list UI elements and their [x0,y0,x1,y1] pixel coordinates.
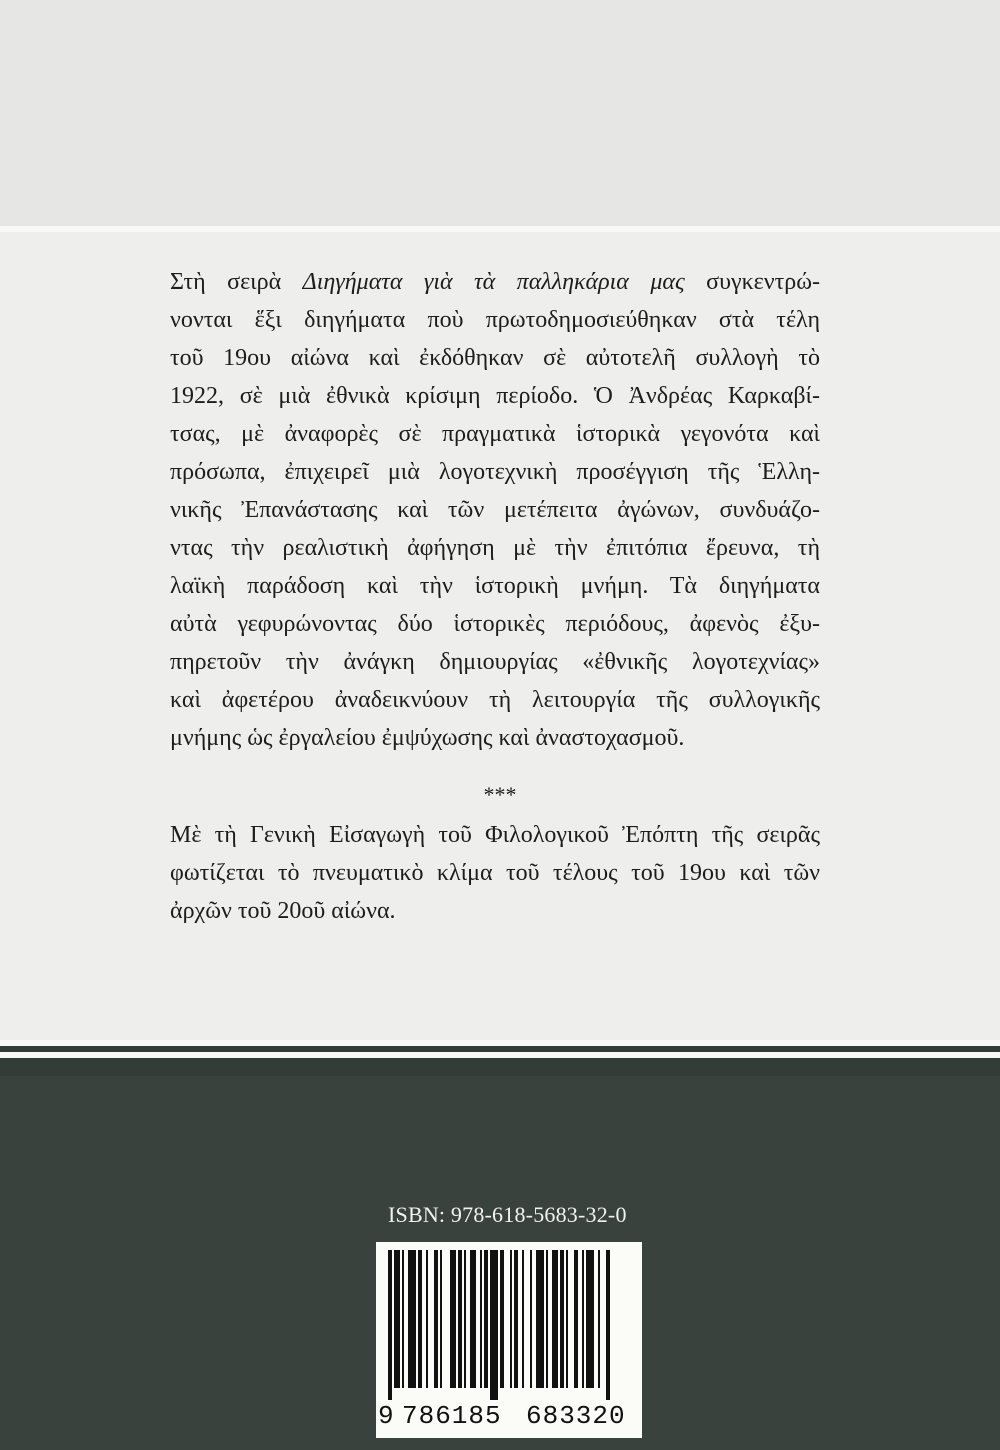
note-line: ἀρχῶν τοῦ 20οῦ αἰώνα. [170,898,396,924]
barcode-bar [470,1250,476,1388]
description-line: λαϊκὴ παράδοση καὶ τὴν ἱστορικὴ μνήμη. Τὰ διηγήματα [170,573,820,599]
note-line: Μὲ τὴ Γενικὴ Εἰσαγωγὴ τοῦ Φιλολογικοῦ Ἐπόπτη τῆς σειρᾶς [170,822,820,848]
barcode-bar [510,1250,512,1388]
barcode-bar [434,1250,438,1388]
description-line: νικῆς Ἐπανάστασης καὶ τῶν μετέπειτα ἀγώνων, συνδυάζο- [170,497,820,523]
top-cover-panel [0,0,1000,226]
barcode-bar [426,1250,428,1388]
barcode-bar [574,1250,578,1388]
barcode-digits [376,1398,642,1434]
barcode-bar [408,1250,416,1388]
barcode-bar [566,1250,568,1388]
barcode-bar [586,1250,594,1388]
description-paragraph [170,263,820,757]
barcode-bar [500,1250,504,1388]
barcode-bar [582,1250,584,1388]
barcode-bar [490,1250,498,1400]
barcode-bar [522,1250,524,1388]
description-line: Στὴ σειρὰ Διηγήματα γιὰ τὰ παλληκάρια μας συγκεντρώ- [170,269,821,295]
barcode-digit-group: 683320 [526,1401,626,1431]
barcode-digit-group: 786185 [402,1401,502,1431]
description-line: ντας τὴν ρεαλιστικὴ ἀφήγηση μὲ τὴν ἐπιτόπια ἔρευνα, τὴ [170,535,820,561]
barcode-bar [530,1250,532,1388]
description-line: πηρετοῦν τὴν ἀνάγκη δημιουργίας «ἐθνικῆς λογοτεχνίας» [170,649,820,675]
description-line: τσας, μὲ ἀναφορὲς σὲ πραγματικὰ ἱστορικὰ γεγονότα καὶ [170,421,820,447]
barcode-bar [480,1250,482,1388]
introduction-note [170,816,820,930]
barcode-bar [606,1250,610,1400]
barcode-bars [388,1250,632,1400]
barcode-bar [418,1250,422,1388]
description-line: αὐτὰ γεφυρώνοντας δύο ἱστορικὲς περιόδους, ἀφενὸς ἐξυ- [170,611,820,637]
description-line: νονται ἕξι διηγήματα ποὺ πρωτοδημοσιεύθηκαν στὰ τέλη [170,307,820,333]
barcode-bar [484,1250,488,1388]
barcode-bar [546,1250,548,1388]
barcode-bar [560,1250,564,1388]
description-line: τοῦ 19ου αἰώνα καὶ ἐκδόθηκαν σὲ αὐτοτελῆ συλλογὴ τὸ [170,345,820,371]
description-line: πρόσωπα, ἐπιχειρεῖ μιὰ λογοτεχνικὴ προσέγγιση τῆς Ἑλλη- [170,459,820,485]
barcode-bar [458,1250,462,1388]
barcode-bar [536,1250,544,1388]
description-line: καὶ ἀφετέρου ἀναδεικνύουν τὴ λειτουργία τῆς συλλογικῆς [170,687,820,713]
barcode-bar [440,1250,442,1388]
description-line: μνήμης ὡς ἐργαλείου ἐμψύχωσης καὶ ἀναστοχασμοῦ. [170,725,685,751]
description-line: 1922, σὲ μιὰ ἐθνικὰ κρίσιμη περίοδο. Ὁ Ἀνδρέας Καρκαβί- [170,383,820,409]
barcode-bar [394,1250,400,1388]
barcode-first-digit: 9 [378,1401,394,1431]
note-line: φωτίζεται τὸ πνευματικὸ κλίμα τοῦ τέλους τοῦ 19ου καὶ τῶν [170,860,820,886]
isbn-label: ISBN: 978-618-5683-32-0 [388,1202,627,1227]
section-separator: *** [483,782,517,807]
barcode-bar [552,1250,558,1388]
barcode [376,1242,642,1438]
barcode-bar [598,1250,600,1388]
barcode-bar [514,1250,518,1388]
barcode-bar [388,1250,392,1400]
green-band [0,1058,1000,1076]
barcode-bar [464,1250,466,1388]
barcode-bar [450,1250,456,1388]
barcode-bar [402,1250,404,1388]
